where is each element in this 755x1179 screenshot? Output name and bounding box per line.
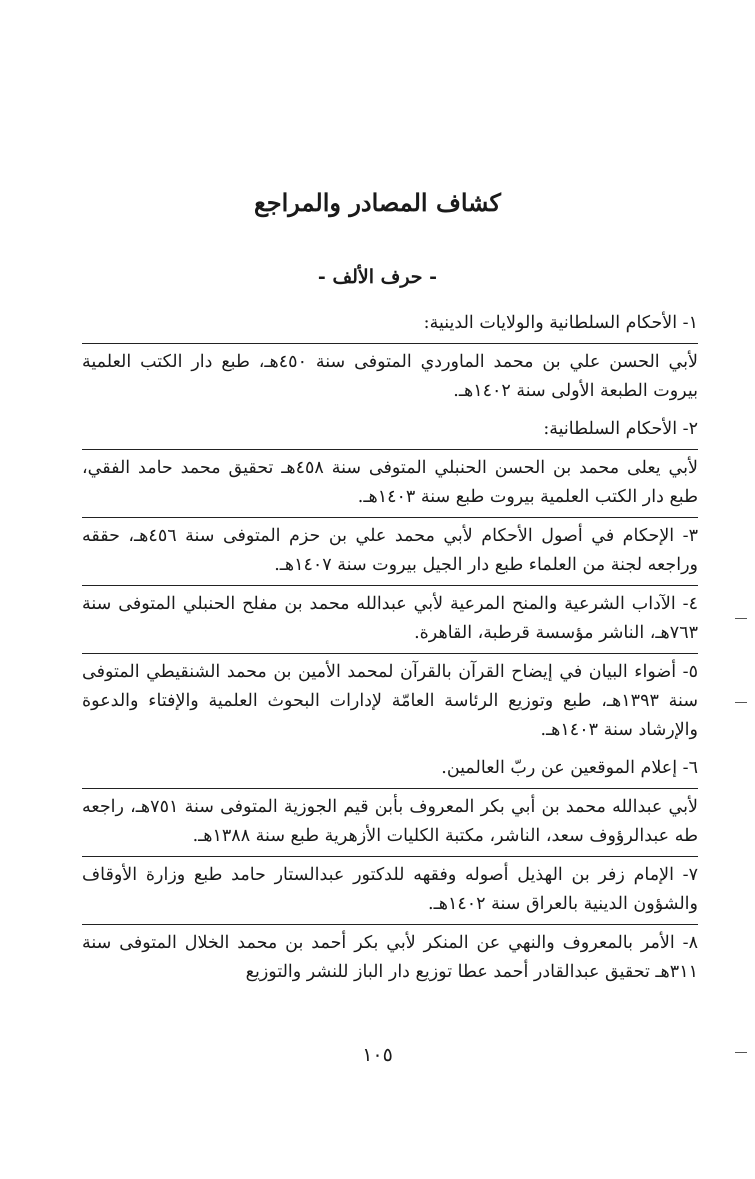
page-number: ١٠٥ <box>362 1044 393 1066</box>
list-item: ٨- الأمر بالمعروف والنهي عن المنكر لأبي بكر أحمد بن محمد الخلال المتوفى سنة ٣١١هـ تحقيق عبدالقادر أحمد عطا توزيع دار الباز للنشر والتوزيع <box>82 924 698 992</box>
edge-mark <box>735 618 747 619</box>
references-list <box>82 305 698 992</box>
list-item: لأبي عبدالله محمد بن أبي بكر المعروف بأبن قيم الجوزية المتوفى سنة ٧٥١هـ، راجعه طه عبدالرؤوف سعد، الناشر، مكتبة الكليات الأزهرية طبع سنة ١٣٨٨هـ. <box>82 788 698 856</box>
page-title: كشاف المصادر والمراجع <box>254 188 501 217</box>
list-item: ٢- الأحكام السلطانية: <box>543 419 698 439</box>
list-item: ٣- الإحكام في أصول الأحكام لأبي محمد علي بن حزم المتوفى سنة ٤٥٦هـ، حققه وراجعه لجنة من العلماء طبع دار الجيل بيروت سنة ١٤٠٧هـ. <box>82 517 698 585</box>
list-item: ٧- الإمام زفر بن الهذيل أصوله وفقهه للدكتور عبدالستار حامد طبع وزارة الأوقاف والشؤون الدينية بالعراق سنة ١٤٠٢هـ. <box>82 856 698 924</box>
list-item: ٥- أضواء البيان في إيضاح القرآن بالقرآن لمحمد الأمين بن محمد الشنقيطي المتوفى سنة ١٣٩٣هـ، طبع وتوزيع الرئاسة العامّة لإدارات البحوث العلمية والإفتاء والدعوة والإرشاد سنة ١٤٠٣هـ. <box>82 653 698 750</box>
list-item: ٦- إعلام الموقعين عن ربّ العالمين. <box>441 758 698 778</box>
list-item: ٤- الآداب الشرعية والمنح المرعية لأبي عبدالله محمد بن مفلح الحنبلي المتوفى سنة ٧٦٣هـ، الناشر مؤسسة قرطبة، القاهرة. <box>82 585 698 653</box>
list-item: ١- الأحكام السلطانية والولايات الدينية: <box>423 313 698 333</box>
edge-mark <box>735 1052 747 1053</box>
section-heading: - حرف الألف - <box>317 266 438 288</box>
list-item: لأبي يعلى محمد بن الحسن الحنبلي المتوفى سنة ٤٥٨هـ تحقيق محمد حامد الفقي، طبع دار الكتب العلمية بيروت طبع سنة ١٤٠٣هـ. <box>82 449 698 517</box>
edge-mark <box>735 702 747 703</box>
list-item: لأبي الحسن علي بن محمد الماوردي المتوفى سنة ٤٥٠هـ، طبع دار الكتب العلمية بيروت الطبعة الأولى سنة ١٤٠٢هـ. <box>82 343 698 411</box>
